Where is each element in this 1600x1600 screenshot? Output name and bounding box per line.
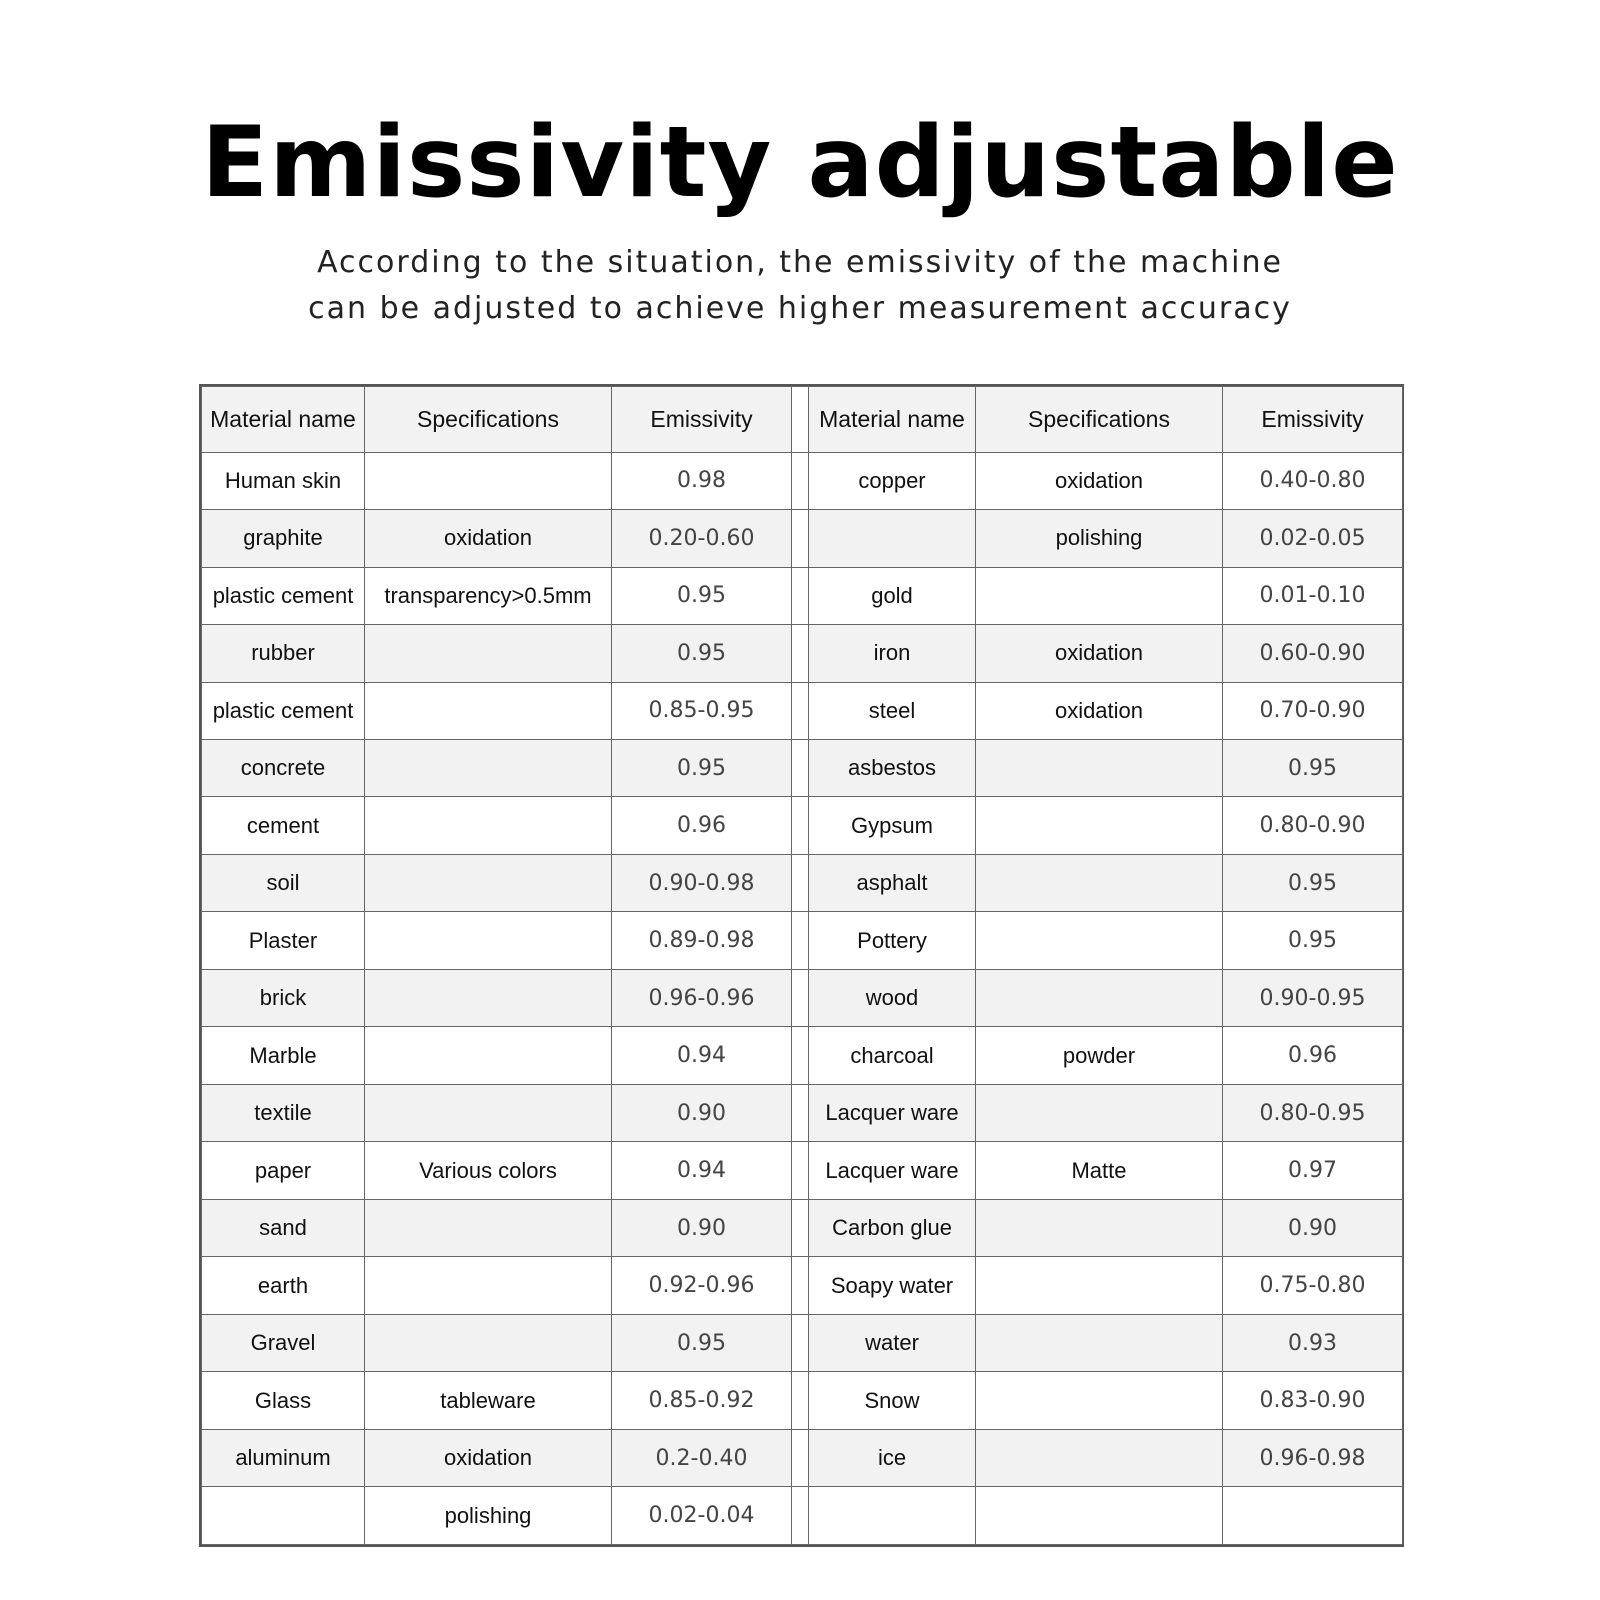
cell-specifications-left [365,797,612,854]
cell-emissivity-right: 0.95 [1223,912,1403,969]
cell-emissivity-right: 0.90 [1223,1199,1403,1256]
cell-emissivity-right: 0.75-0.80 [1223,1257,1403,1314]
column-separator [792,682,809,739]
cell-specifications-right [976,739,1223,796]
column-separator [792,854,809,911]
column-separator [792,797,809,854]
cell-material-name-left: cement [202,797,365,854]
cell-specifications-right [976,1084,1223,1141]
cell-specifications-right: oxidation [976,625,1223,682]
cell-emissivity-right [1223,1487,1403,1545]
column-separator [792,1314,809,1371]
cell-material-name-left: graphite [202,510,365,567]
cell-emissivity-left: 0.95 [612,567,792,624]
cell-specifications-left [365,1257,612,1314]
table-row [202,739,1403,796]
cell-material-name-right: Carbon glue [809,1199,976,1256]
cell-material-name-left: brick [202,969,365,1026]
cell-material-name-right [809,510,976,567]
cell-specifications-left [365,1199,612,1256]
table-row [202,1027,1403,1084]
cell-emissivity-left: 0.2-0.40 [612,1429,792,1486]
cell-material-name-left: Plaster [202,912,365,969]
table-row [202,1429,1403,1486]
column-separator [792,912,809,969]
cell-material-name-left: aluminum [202,1429,365,1486]
cell-material-name-right: charcoal [809,1027,976,1084]
cell-specifications-right: powder [976,1027,1223,1084]
cell-emissivity-right: 0.80-0.95 [1223,1084,1403,1141]
cell-material-name-left: Human skin [202,452,365,509]
cell-emissivity-left: 0.20-0.60 [612,510,792,567]
cell-material-name-left: sand [202,1199,365,1256]
column-separator [792,452,809,509]
column-separator [792,739,809,796]
cell-material-name-left: paper [202,1142,365,1199]
column-separator [792,1429,809,1486]
cell-specifications-right: polishing [976,510,1223,567]
cell-emissivity-left: 0.96-0.96 [612,969,792,1026]
cell-specifications-right [976,1314,1223,1371]
cell-emissivity-left: 0.02-0.04 [612,1487,792,1545]
table-row [202,682,1403,739]
table-row [202,1372,1403,1429]
cell-specifications-right [976,1372,1223,1429]
header-material-name-left: Material name [202,387,365,453]
cell-emissivity-left: 0.94 [612,1142,792,1199]
cell-emissivity-right: 0.01-0.10 [1223,567,1403,624]
cell-specifications-right [976,1487,1223,1545]
cell-emissivity-right: 0.97 [1223,1142,1403,1199]
cell-material-name-right [809,1487,976,1545]
cell-emissivity-right: 0.83-0.90 [1223,1372,1403,1429]
cell-material-name-right: steel [809,682,976,739]
table-row [202,797,1403,854]
cell-emissivity-right: 0.70-0.90 [1223,682,1403,739]
table-row [202,912,1403,969]
cell-emissivity-left: 0.92-0.96 [612,1257,792,1314]
cell-material-name-right: gold [809,567,976,624]
cell-specifications-left [365,1314,612,1371]
cell-material-name-right: copper [809,452,976,509]
cell-emissivity-right: 0.60-0.90 [1223,625,1403,682]
cell-emissivity-left: 0.89-0.98 [612,912,792,969]
column-separator [792,1084,809,1141]
cell-specifications-left: Various colors [365,1142,612,1199]
column-separator [792,1257,809,1314]
column-separator [792,1372,809,1429]
cell-emissivity-right: 0.80-0.90 [1223,797,1403,854]
cell-material-name-left: plastic cement [202,682,365,739]
table-row [202,1314,1403,1371]
cell-emissivity-right: 0.93 [1223,1314,1403,1371]
header-specifications-right: Specifications [976,387,1223,453]
table-row [202,510,1403,567]
cell-material-name-left: Gravel [202,1314,365,1371]
emissivity-table-body [202,387,1403,1545]
cell-emissivity-right: 0.95 [1223,739,1403,796]
emissivity-table-container [199,384,1404,1547]
table-row [202,1487,1403,1545]
cell-material-name-right: Pottery [809,912,976,969]
cell-material-name-left [202,1487,365,1545]
table-row [202,854,1403,911]
header-emissivity-right: Emissivity [1223,387,1403,453]
cell-emissivity-left: 0.96 [612,797,792,854]
cell-material-name-left: textile [202,1084,365,1141]
cell-emissivity-left: 0.90-0.98 [612,854,792,911]
cell-material-name-left: concrete [202,739,365,796]
cell-emissivity-right: 0.02-0.05 [1223,510,1403,567]
cell-specifications-right [976,1257,1223,1314]
cell-material-name-right: water [809,1314,976,1371]
subtitle-line-2: can be adjusted to achieve higher measurement accuracy [308,291,1292,326]
cell-material-name-right: asphalt [809,854,976,911]
cell-material-name-right: wood [809,969,976,1026]
table-row [202,567,1403,624]
cell-material-name-right: Lacquer ware [809,1084,976,1141]
cell-specifications-left [365,854,612,911]
table-row [202,1257,1403,1314]
cell-specifications-left [365,452,612,509]
table-header-row [202,387,1403,453]
cell-emissivity-left: 0.95 [612,1314,792,1371]
cell-emissivity-left: 0.90 [612,1084,792,1141]
column-separator [792,567,809,624]
cell-specifications-right [976,854,1223,911]
cell-specifications-right [976,797,1223,854]
table-row [202,625,1403,682]
cell-material-name-right: Soapy water [809,1257,976,1314]
table-row [202,1142,1403,1199]
column-separator [792,1487,809,1545]
cell-material-name-left: plastic cement [202,567,365,624]
cell-specifications-right: oxidation [976,452,1223,509]
table-row [202,1084,1403,1141]
cell-specifications-left [365,625,612,682]
cell-specifications-left [365,912,612,969]
cell-emissivity-left: 0.85-0.92 [612,1372,792,1429]
cell-emissivity-left: 0.90 [612,1199,792,1256]
cell-specifications-left: oxidation [365,510,612,567]
cell-specifications-right [976,1429,1223,1486]
cell-emissivity-right: 0.90-0.95 [1223,969,1403,1026]
cell-specifications-left [365,1027,612,1084]
cell-specifications-left: transparency>0.5mm [365,567,612,624]
cell-emissivity-right: 0.40-0.80 [1223,452,1403,509]
emissivity-table [201,386,1403,1545]
cell-specifications-right [976,567,1223,624]
cell-emissivity-right: 0.95 [1223,854,1403,911]
column-separator [792,625,809,682]
header-specifications-left: Specifications [365,387,612,453]
header-emissivity-left: Emissivity [612,387,792,453]
page-title: Emissivity adjustable [201,106,1399,220]
subtitle-line-1: According to the situation, the emissivity of the machine [317,245,1283,280]
column-separator [792,1142,809,1199]
cell-specifications-left: oxidation [365,1429,612,1486]
cell-specifications-right: oxidation [976,682,1223,739]
cell-material-name-right: Gypsum [809,797,976,854]
column-separator [792,387,809,453]
column-separator [792,969,809,1026]
column-separator [792,1027,809,1084]
cell-material-name-left: rubber [202,625,365,682]
page-subtitle [0,240,1600,332]
cell-emissivity-left: 0.94 [612,1027,792,1084]
cell-material-name-left: Marble [202,1027,365,1084]
cell-material-name-left: earth [202,1257,365,1314]
cell-emissivity-left: 0.85-0.95 [612,682,792,739]
cell-specifications-right [976,1199,1223,1256]
cell-material-name-right: Snow [809,1372,976,1429]
cell-material-name-left: soil [202,854,365,911]
cell-material-name-left: Glass [202,1372,365,1429]
cell-material-name-right: ice [809,1429,976,1486]
cell-emissivity-right: 0.96-0.98 [1223,1429,1403,1486]
cell-emissivity-left: 0.98 [612,452,792,509]
table-row [202,969,1403,1026]
cell-emissivity-left: 0.95 [612,625,792,682]
cell-specifications-left: polishing [365,1487,612,1545]
cell-material-name-right: Lacquer ware [809,1142,976,1199]
cell-emissivity-left: 0.95 [612,739,792,796]
cell-specifications-left [365,969,612,1026]
column-separator [792,1199,809,1256]
cell-material-name-right: asbestos [809,739,976,796]
cell-specifications-left [365,739,612,796]
cell-specifications-right [976,912,1223,969]
table-row [202,1199,1403,1256]
cell-emissivity-right: 0.96 [1223,1027,1403,1084]
cell-specifications-right: Matte [976,1142,1223,1199]
header-material-name-right: Material name [809,387,976,453]
cell-specifications-right [976,969,1223,1026]
cell-material-name-right: iron [809,625,976,682]
cell-specifications-left [365,682,612,739]
table-row [202,452,1403,509]
cell-specifications-left: tableware [365,1372,612,1429]
cell-specifications-left [365,1084,612,1141]
column-separator [792,510,809,567]
